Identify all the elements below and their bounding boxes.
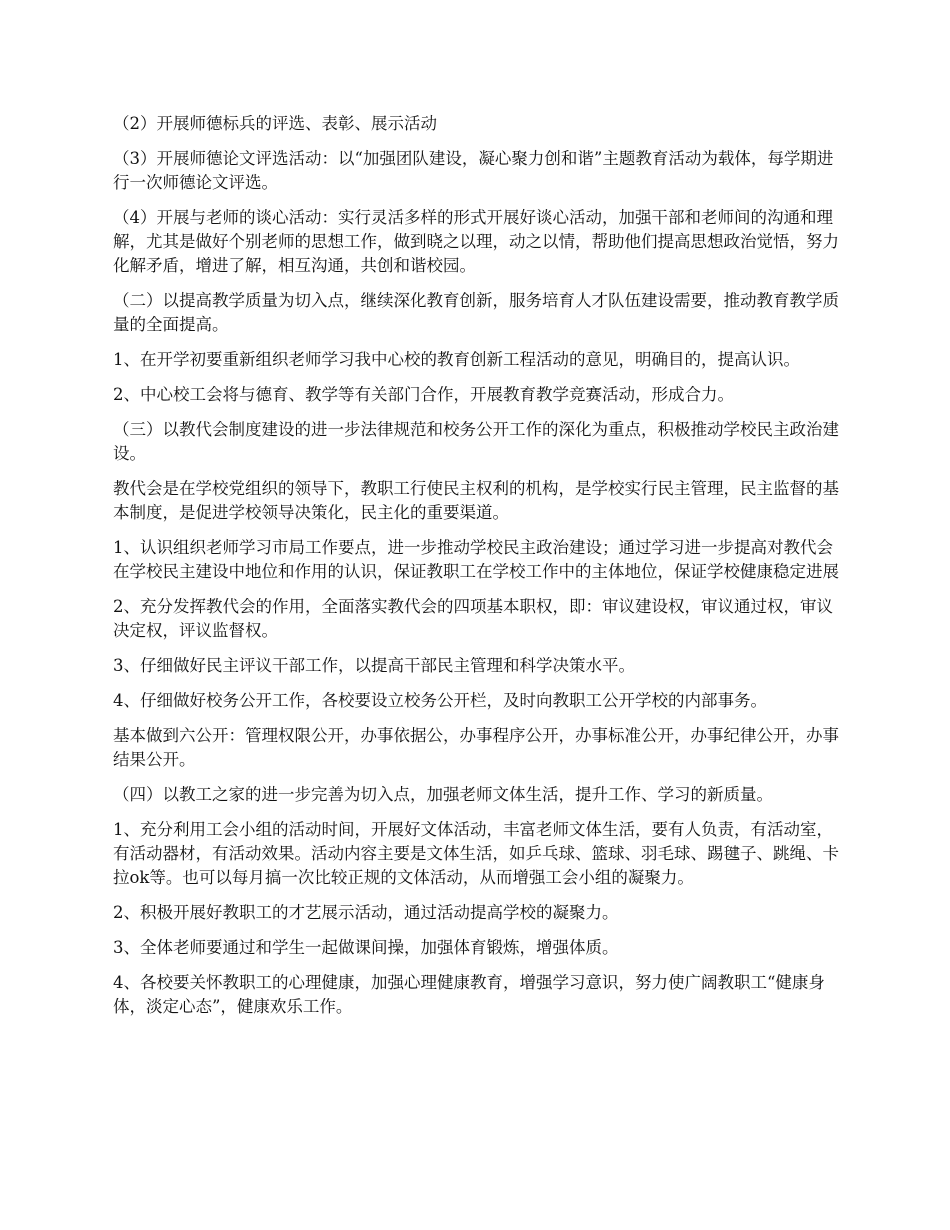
paragraph-16: 2、积极开展好教职工的才艺展示活动，通过活动提高学校的凝聚力。 bbox=[113, 903, 619, 922]
paragraph-10: 2、充分发挥教代会的作用，全面落实教代会的四项基本职权，即：审议建设权，审议通过权，审议决定权，评议监督权。 bbox=[113, 597, 833, 640]
paragraph-3: （4）开展与老师的谈心活动：实行灵活多样的形式开展好谈心活动，加强干部和老师间的沟通和理解，尤其是做好个别老师的思想工作，做到晓之以理，动之以情，帮助他们提高思想政治觉悟，努力化解矛盾，增进了解，相互沟通，共创和谐校园。 bbox=[113, 208, 839, 275]
section-heading-2: （二）以提高教学质量为切入点，继续深化教育创新，服务培育人才队伍建设需要，推动教育教学质量的全面提高。 bbox=[113, 291, 839, 334]
section-heading-3: （三）以教代会制度建设的进一步法律规范和校务公开工作的深化为重点，积极推动学校民主政治建设。 bbox=[113, 420, 839, 463]
paragraph-2: （3）开展师德论文评选活动：以“加强团队建设，凝心聚力创和谐”主题教育活动为载体，每学期进行一次师德论文评选。 bbox=[113, 149, 834, 192]
paragraph-9: 1、认识组织老师学习市局工作要点，进一步推动学校民主政治建设；通过学习进一步提高对教代会在学校民主建设中地位和作用的认识，保证教职工在学校工作中的主体地位，保证学校健康稳定进展 bbox=[113, 538, 839, 581]
paragraph-15: 1、充分利用工会小组的活动时间，开展好文体活动，丰富老师文体生活，要有人负责，有活动室，有活动器材，有活动效果。活动内容主要是文体生活，如乒乓球、篮球、羽毛球、踢毽子、跳绳、卡拉ok等。也可以每月搞一次比较正规的文体活动，从而增强工会小组的凝聚力。 bbox=[113, 820, 839, 887]
paragraph-12: 4、仔细做好校务公开工作，各校要设立校务公开栏，及时向教职工公开学校的内部事务。 bbox=[113, 691, 767, 710]
paragraph-1: （2）开展师德标兵的评选、表彰、展示活动 bbox=[113, 114, 437, 133]
section-heading-4: （四）以教工之家的进一步完善为切入点，加强老师文体生活，提升工作、学习的新质量。 bbox=[113, 785, 773, 804]
paragraph-5: 1、在开学初要重新组织老师学习我中心校的教育创新工程活动的意见，明确目的，提高认识。 bbox=[113, 350, 800, 369]
paragraph-18: 4、各校要关怀教职工的心理健康，加强心理健康教育，增强学习意识，努力使广阔教职工“健康身体，淡定心态”，健康欢乐工作。 bbox=[113, 973, 825, 1016]
document-body bbox=[113, 112, 843, 1030]
paragraph-8: 教代会是在学校党组织的领导下，教职工行使民主权利的机构，是学校实行民主管理，民主监督的基本制度，是促进学校领导决策化，民主化的重要渠道。 bbox=[113, 479, 839, 522]
paragraph-11: 3、仔细做好民主评议干部工作，以提高干部民主管理和科学决策水平。 bbox=[113, 656, 635, 675]
paragraph-6: 2、中心校工会将与德育、教学等有关部门合作，开展教育教学竞赛活动，形成合力。 bbox=[113, 385, 734, 404]
paragraph-13: 基本做到六公开：管理权限公开，办事依据公，办事程序公开，办事标准公开，办事纪律公开，办事结果公开。 bbox=[113, 726, 839, 769]
paragraph-17: 3、全体老师要通过和学生一起做课间操，加强体育锻炼，增强体质。 bbox=[113, 938, 619, 957]
